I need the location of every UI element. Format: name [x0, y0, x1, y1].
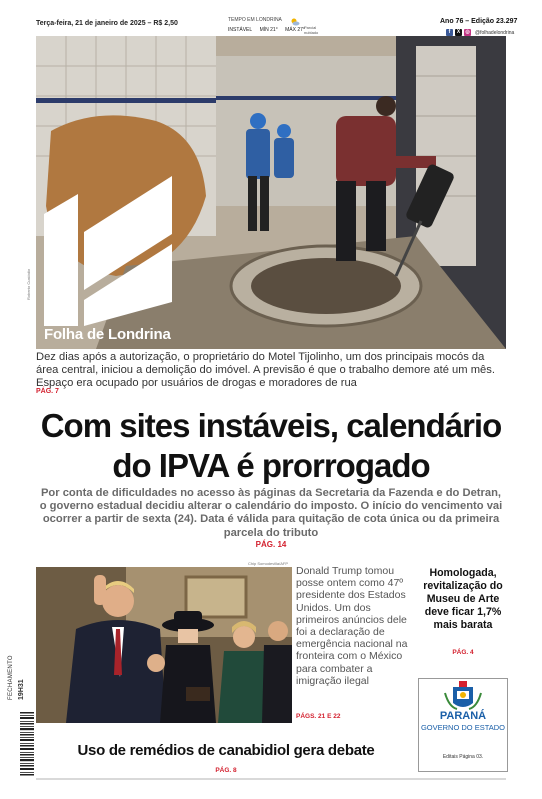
facebook-icon[interactable]: f: [446, 29, 453, 36]
partly-cloudy-icon: [290, 17, 300, 27]
inauguration-photo-illustration: [36, 567, 292, 723]
weather-icon-note: Parcial nublado: [304, 25, 319, 35]
instagram-icon[interactable]: ◎: [465, 29, 470, 35]
fechamento-label: FECHAMENTO: [8, 655, 14, 700]
barcode-icon: [20, 712, 34, 776]
hero-page-ref[interactable]: PÁG. 7: [36, 388, 59, 395]
weather-widget: [228, 17, 320, 35]
social-handle[interactable]: @folhadelondrina: [475, 29, 515, 36]
bottom-divider: [36, 778, 506, 780]
bottom-page-ref[interactable]: PÁG. 8: [215, 767, 237, 774]
weather-row: [228, 27, 311, 33]
fechamento-time: 19H31: [18, 679, 25, 700]
weather-title: TEMPO EM LONDRINA: [228, 17, 282, 23]
ad-brand: PARANÁ: [439, 710, 487, 722]
ad-subtitle: GOVERNO DO ESTADO: [420, 723, 506, 732]
x-icon[interactable]: X: [456, 29, 461, 35]
bottom-headline[interactable]: Uso de remédios de canabidiol gera debate: [77, 742, 375, 759]
weather-condition: INSTÁVEL: [228, 27, 253, 33]
hero-caption: Dez dias após a autorização, o proprietário do Motel Tijolinho, um dos principais mocós da área central, iniciou a demolição do imóvel. A previsão é que o trabalho demore até um mês. Espaço era ocupado por usuários de drogas e moradores de rua: [36, 351, 495, 390]
photo-credit: Roberto Custódio: [26, 268, 31, 300]
museum-headline[interactable]: Homologada, revitalização do Museu de Arte deve ficar 1,7% mais barata: [423, 567, 503, 631]
photo-credit-2: Chip Somodevilla/AFP: [248, 561, 289, 566]
main-headline[interactable]: Com sites instáveis, calendário do IPVA é prorrogado: [40, 407, 502, 484]
museum-page-ref[interactable]: PÁG. 4: [452, 649, 474, 656]
main-page-ref[interactable]: PÁG. 14: [255, 540, 287, 549]
main-deck: Por conta de dificuldades no acesso às páginas da Secretaria da Fazenda e do Detran, o governo estadual decidiu alterar o calendário do imposto. O início do vencimento vai ocorrer a partir de sexta (24). Data é válida para quitação de cota única ou da primeira parcela do tributo: [39, 487, 503, 539]
weather-max: MÁX 27°: [285, 27, 305, 33]
folha-logo-mark: [44, 176, 172, 326]
ad-note: Editais Página 03.: [442, 754, 484, 760]
inauguration-photo: [36, 567, 292, 723]
trump-story-text: Donald Trump tomou posse ontem como 47º presidente dos Estados Unidos. Um dos primeiros anúncios dele foi a declaração de emergência nacional na fronteira com o México para combater a imigração ilegal: [296, 565, 408, 687]
newspaper-name: Folha de Londrina: [44, 326, 171, 343]
date-price-line: Terça-feira, 21 de janeiro de 2025 – R$ 2,50: [36, 20, 178, 27]
trump-page-ref[interactable]: PÁGS. 21 E 22: [296, 713, 341, 720]
weather-min: MÍN 21°: [259, 27, 278, 33]
edition-line: Ano 76 – Edição 23.297: [440, 18, 518, 25]
